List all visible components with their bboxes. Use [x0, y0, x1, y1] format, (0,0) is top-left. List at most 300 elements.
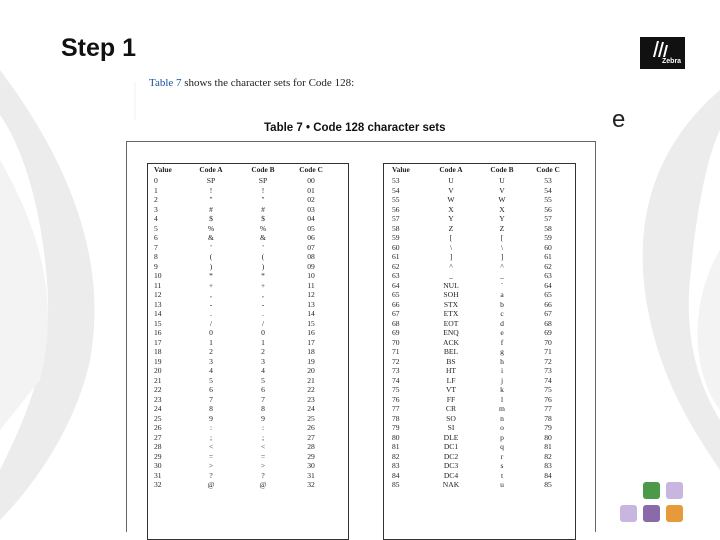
table-row — [148, 442, 348, 452]
table-row — [148, 385, 348, 395]
table-cell: ) — [209, 261, 213, 271]
table-cell: 26 — [307, 423, 315, 432]
table-cell: 73 — [392, 366, 400, 375]
table-cell: o — [500, 423, 504, 432]
table-cell: 7 — [209, 394, 213, 404]
table-row — [384, 471, 575, 481]
table-cell: ' — [210, 242, 212, 252]
table-cell: U — [499, 176, 505, 185]
zebra-logo-icon — [650, 39, 672, 59]
table-cell: 82 — [544, 451, 552, 461]
table-cell: 56 — [544, 204, 552, 214]
table-row — [384, 461, 575, 471]
table-cell: 20 — [307, 366, 315, 375]
table-cell: 71 — [544, 347, 552, 356]
table-cell: , — [210, 290, 212, 299]
table-cell: 08 — [307, 252, 315, 261]
table-cell: 29 — [307, 451, 315, 461]
header-code-b: Code B — [490, 165, 514, 174]
table-row — [148, 366, 348, 376]
table-cell: 57 — [392, 214, 400, 223]
table-cell: 63 — [392, 271, 400, 280]
table-cell: r — [500, 451, 504, 461]
table-cell: < — [260, 442, 266, 451]
table-row — [148, 395, 348, 405]
table-cell: 1 — [154, 185, 158, 195]
table-cell: 81 — [392, 442, 400, 451]
table-cell: DC1 — [443, 442, 459, 451]
logo-text: Zebra — [662, 58, 682, 65]
table-cell: " — [209, 195, 213, 204]
table-cell: ; — [209, 432, 213, 442]
table-cell: 72 — [544, 356, 552, 366]
table-cell: > — [260, 461, 266, 470]
table-cell: 27 — [307, 432, 315, 442]
table-cell: ] — [500, 252, 504, 261]
table-cell: 9 — [154, 261, 158, 271]
table-cell: V — [499, 185, 505, 195]
table-cell: 7 — [154, 242, 158, 252]
table-cell: 66 — [544, 299, 552, 309]
table-cell: c — [500, 309, 504, 318]
table-row — [384, 414, 575, 424]
table-cell: 64 — [392, 280, 400, 290]
table-row — [384, 423, 575, 433]
table-cell: 4 — [154, 214, 158, 223]
table-row — [148, 376, 348, 386]
table-cell: % — [207, 223, 215, 233]
table-cell: 60 — [544, 242, 552, 252]
table-cell: 55 — [544, 195, 552, 204]
table-cell: 5 — [154, 223, 158, 233]
table-cell: 70 — [392, 337, 400, 347]
table-cell: ^ — [449, 261, 453, 271]
table-row — [384, 433, 575, 443]
table-row — [148, 205, 348, 215]
table-cell: 78 — [392, 413, 400, 423]
table-cell: VT — [445, 385, 457, 394]
table-cell: l — [500, 394, 504, 404]
table-cell: 84 — [544, 470, 552, 480]
table-cell: 6 — [209, 385, 213, 394]
table-row — [148, 233, 348, 243]
table-cell: BEL — [443, 347, 459, 356]
table-cell: 59 — [544, 233, 552, 242]
table-cell: ` — [500, 280, 504, 290]
table-cell: & — [208, 233, 214, 242]
table-row — [384, 214, 575, 224]
table-cell: / — [209, 318, 213, 328]
table-cell: EOT — [443, 318, 459, 328]
table-body — [148, 176, 348, 490]
table-cell: 06 — [307, 233, 315, 242]
table-cell: 71 — [392, 347, 400, 356]
table-cell: 59 — [392, 233, 400, 242]
table-row — [148, 414, 348, 424]
table-row — [384, 366, 575, 376]
table-row — [148, 290, 348, 300]
table-cell: : — [261, 423, 265, 432]
table-cell: 85 — [392, 480, 400, 489]
table-cell: 30 — [307, 461, 315, 470]
table-cell: 78 — [544, 413, 552, 423]
table-cell: SI — [447, 423, 455, 432]
table-row — [384, 195, 575, 205]
table-cell: 32 — [154, 480, 162, 489]
table-row — [384, 300, 575, 310]
accent-square-lavender — [666, 482, 683, 499]
table-row — [148, 433, 348, 443]
table-cell: m — [499, 404, 505, 413]
table-cell: 2 — [154, 195, 158, 204]
table-cell: NUL — [443, 280, 459, 290]
table-cell: 01 — [307, 185, 315, 195]
table-cell: 31 — [154, 470, 162, 480]
table-row — [148, 300, 348, 310]
table-cell: STX — [443, 299, 459, 309]
table-cell: 4 — [261, 366, 265, 375]
table-cell: - — [209, 299, 213, 309]
table-cell: 8 — [261, 404, 265, 413]
table-cell: 57 — [544, 214, 552, 223]
header-code-a: Code A — [439, 165, 463, 174]
table-cell: 32 — [307, 480, 315, 489]
table-cell: 69 — [544, 328, 552, 337]
table-row — [384, 176, 575, 186]
table-cell: < — [208, 442, 214, 451]
table-cell: # — [209, 204, 213, 214]
table-cell: 73 — [544, 366, 552, 375]
table-cell: 64 — [544, 280, 552, 290]
table-cell: $ — [209, 214, 213, 223]
table-cell: 1 — [209, 337, 213, 347]
table-cell: q — [500, 442, 504, 451]
table-cell: & — [260, 233, 266, 242]
table-cell: 11 — [307, 280, 315, 290]
table-cell: 1 — [261, 337, 265, 347]
table-cell: 8 — [209, 404, 213, 413]
table-row — [148, 404, 348, 414]
table-cell: 29 — [154, 451, 162, 461]
table-cell: V — [448, 185, 454, 195]
table-row — [384, 480, 575, 490]
table-cell: 56 — [392, 204, 400, 214]
table-row — [148, 338, 348, 348]
table-cell: 62 — [544, 261, 552, 271]
table-cell: 3 — [154, 204, 158, 214]
table-cell: \ — [449, 242, 453, 252]
table-cell: 58 — [392, 223, 400, 233]
table-cell: 15 — [307, 318, 315, 328]
table-cell: 76 — [392, 394, 400, 404]
table-row — [148, 271, 348, 281]
table-cell: 25 — [307, 413, 315, 423]
table-cell: 3 — [209, 356, 213, 366]
table-cell: 60 — [392, 242, 400, 252]
table-cell: 21 — [307, 375, 315, 385]
table-cell: ( — [209, 252, 213, 261]
table-cell: f — [500, 337, 504, 347]
table-row — [384, 281, 575, 291]
table-row — [148, 452, 348, 462]
table-cell: 28 — [154, 442, 162, 451]
table-title: Table 7 • Code 128 character sets — [264, 122, 446, 134]
table-cell: * — [261, 271, 265, 280]
table-cell: 27 — [154, 432, 162, 442]
table-row — [148, 195, 348, 205]
table-cell: X — [499, 204, 505, 214]
table-row — [148, 262, 348, 272]
table-cell: 83 — [544, 461, 552, 470]
table-cell: 23 — [154, 394, 162, 404]
table-cell: u — [500, 480, 504, 489]
table-cell: 61 — [392, 252, 400, 261]
table-cell: 65 — [392, 290, 400, 299]
table-row — [384, 290, 575, 300]
table-cell: % — [259, 223, 267, 233]
table-cell: ] — [449, 252, 453, 261]
table-cell: $ — [261, 214, 265, 223]
header-code-c: Code C — [299, 165, 323, 174]
table-row — [384, 271, 575, 281]
table-cell: NAK — [442, 480, 460, 489]
header-value: Value — [154, 165, 172, 174]
table-cell: \ — [500, 242, 504, 252]
table-cell: i — [500, 366, 504, 375]
table-cell: 17 — [307, 337, 315, 347]
table-cell: 0 — [154, 176, 158, 185]
table-cell: 25 — [154, 413, 162, 423]
table-cell: _ — [500, 271, 504, 280]
table-cell: t — [500, 470, 504, 480]
table-cell: 77 — [544, 404, 552, 413]
table-row — [148, 347, 348, 357]
table-cell: _ — [449, 271, 453, 280]
table-cell: W — [498, 195, 506, 204]
table-row — [384, 404, 575, 414]
table-cell: 0 — [261, 328, 265, 337]
table-cell: 26 — [154, 423, 162, 432]
table-cell: 13 — [307, 299, 315, 309]
header-value: Value — [392, 165, 410, 174]
table-cell: 82 — [392, 451, 400, 461]
table-cell: 14 — [154, 309, 162, 318]
table-cell: * — [209, 271, 213, 280]
accent-square-lavender — [620, 505, 637, 522]
table-cell: s — [500, 461, 504, 470]
table-reference-link[interactable]: Table 7 — [149, 77, 182, 89]
table-cell: > — [208, 461, 214, 470]
table-cell: 2 — [261, 347, 265, 356]
table-cell: h — [500, 356, 504, 366]
table-cell: 74 — [392, 375, 400, 385]
table-cell: 20 — [154, 366, 162, 375]
table-cell: = — [260, 451, 266, 461]
table-cell: ^ — [500, 261, 504, 271]
table-cell: 14 — [307, 309, 315, 318]
table-cell: SP — [258, 176, 268, 185]
table-row — [384, 347, 575, 357]
table-cell: U — [448, 176, 454, 185]
code128-table-left — [147, 163, 349, 540]
table-row — [384, 319, 575, 329]
table-cell: 67 — [392, 309, 400, 318]
table-cell: , — [262, 290, 264, 299]
table-cell: 04 — [307, 214, 315, 223]
table-cell: ' — [262, 242, 264, 252]
table-cell: 5 — [261, 375, 265, 385]
table-cell: 65 — [544, 290, 552, 299]
table-cell: 75 — [544, 385, 552, 394]
table-cell: [ — [449, 233, 453, 242]
table-cell: DLE — [443, 432, 459, 442]
table-cell: 72 — [392, 356, 400, 366]
table-cell: 12 — [154, 290, 162, 299]
table-cell: 07 — [307, 242, 315, 252]
table-row — [384, 233, 575, 243]
table-row — [384, 452, 575, 462]
table-row — [384, 309, 575, 319]
table-cell: 70 — [544, 337, 552, 347]
table-row — [148, 186, 348, 196]
table-row — [384, 186, 575, 196]
table-cell: 17 — [154, 337, 162, 347]
table-cell: 3 — [261, 356, 265, 366]
table-row — [384, 328, 575, 338]
table-body — [384, 176, 575, 490]
table-cell: 84 — [392, 470, 400, 480]
table-cell: + — [260, 280, 266, 290]
table-cell: SP — [206, 176, 216, 185]
table-cell: 61 — [544, 252, 552, 261]
table-cell: FF — [446, 394, 456, 404]
table-cell: 69 — [392, 328, 400, 337]
table-row — [384, 224, 575, 234]
table-cell: 00 — [307, 176, 315, 185]
table-cell: + — [208, 280, 214, 290]
table-cell: [ — [500, 233, 504, 242]
table-cell: 77 — [392, 404, 400, 413]
table-cell: . — [262, 309, 264, 318]
table-cell: Y — [448, 214, 454, 223]
table-cell: 12 — [307, 290, 315, 299]
table-row — [384, 243, 575, 253]
stray-letter: e — [612, 106, 626, 133]
table-cell: 53 — [544, 176, 552, 185]
table-cell: 54 — [544, 185, 552, 195]
table-cell: 02 — [307, 195, 315, 204]
table-row — [148, 328, 348, 338]
table-row — [148, 423, 348, 433]
table-cell: - — [261, 299, 265, 309]
table-cell: 18 — [307, 347, 315, 356]
table-cell: 10 — [154, 271, 162, 280]
table-cell: 31 — [307, 470, 315, 480]
table-cell: ) — [261, 261, 265, 271]
table-cell: b — [500, 299, 504, 309]
table-cell: 9 — [209, 413, 213, 423]
table-cell: 79 — [392, 423, 400, 432]
table-cell: 6 — [261, 385, 265, 394]
table-row — [384, 376, 575, 386]
table-row — [384, 395, 575, 405]
table-cell: 22 — [307, 385, 315, 394]
table-cell: 03 — [307, 204, 315, 214]
table-cell: 76 — [544, 394, 552, 404]
intro-sentence — [149, 77, 354, 89]
table-cell: j — [500, 375, 504, 385]
table-cell: 23 — [307, 394, 315, 404]
table-cell: 19 — [307, 356, 315, 366]
table-cell: 11 — [154, 280, 162, 290]
table-cell: 16 — [307, 328, 315, 337]
table-cell: 19 — [154, 356, 162, 366]
code128-table-right — [383, 163, 576, 540]
table-cell: e — [500, 328, 504, 337]
table-cell: g — [500, 347, 504, 356]
table-cell: / — [261, 318, 265, 328]
table-cell: ! — [261, 185, 265, 195]
table-cell: DC2 — [443, 451, 459, 461]
table-cell: . — [210, 309, 212, 318]
table-cell: 16 — [154, 328, 162, 337]
table-header-row — [384, 164, 575, 176]
table-cell: 21 — [154, 375, 162, 385]
table-cell: ! — [209, 185, 213, 195]
slide-title: Step 1 — [61, 34, 137, 62]
header-code-b: Code B — [251, 165, 275, 174]
table-cell: 68 — [392, 318, 400, 328]
accent-square-purple — [643, 505, 660, 522]
table-cell: HT — [445, 366, 457, 375]
table-cell: Z — [499, 223, 505, 233]
zebra-logo — [640, 37, 685, 69]
table-row — [148, 480, 348, 490]
table-cell: Y — [499, 214, 505, 223]
table-row — [384, 357, 575, 367]
table-cell: @ — [207, 480, 215, 489]
table-cell: ? — [261, 470, 265, 480]
table-cell: 7 — [261, 394, 265, 404]
table-row — [384, 442, 575, 452]
table-cell: SOH — [443, 290, 459, 299]
table-row — [148, 176, 348, 186]
table-row — [148, 471, 348, 481]
table-cell: ? — [209, 470, 213, 480]
table-cell: p — [500, 432, 504, 442]
table-cell: DC3 — [443, 461, 459, 470]
table-row — [148, 243, 348, 253]
table-cell: # — [261, 204, 265, 214]
table-cell: 68 — [544, 318, 552, 328]
table-row — [148, 309, 348, 319]
table-row — [148, 281, 348, 291]
table-cell: 85 — [544, 480, 552, 489]
table-cell: SO — [446, 413, 456, 423]
table-cell: 2 — [209, 347, 213, 356]
table-cell: 6 — [154, 233, 158, 242]
table-cell: 67 — [544, 309, 552, 318]
table-row — [148, 319, 348, 329]
table-cell: n — [500, 413, 504, 423]
table-cell: 09 — [307, 261, 315, 271]
table-cell: 05 — [307, 223, 315, 233]
table-cell: 13 — [154, 299, 162, 309]
table-cell: d — [500, 318, 504, 328]
table-cell: 22 — [154, 385, 162, 394]
table-cell: 66 — [392, 299, 400, 309]
table-row — [148, 357, 348, 367]
